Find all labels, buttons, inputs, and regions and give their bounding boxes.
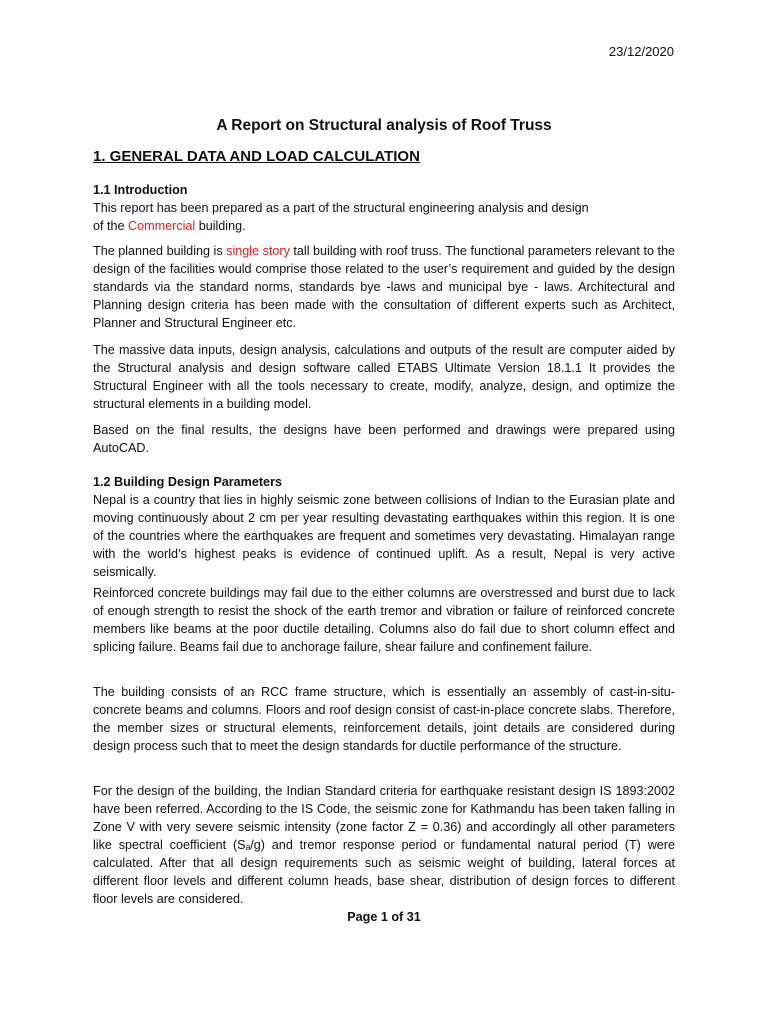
indian-standard-text: For the design of the building, the Indian Standard criteria for earthquake resistant design IS 1893:2002 have been referred. According to the IS Code, the seismic zone for Kathmandu has been taken falling in Zone V with very severe seismic intensity (zone factor Z = 0.36) and accordingly all other parameters like spectral coefficient (Sₐ/g) and tremor response period or fundamental natural period (T) were calculated. After that all design requirements such as seismic weight of building, lateral forces at different floor levels and different column heads, base shear, distribution of design forces to different floor levels are considered. [93,784,675,906]
final-results-text: Based on the final results, the designs have been performed and drawings were prepared using AutoCAD. [93,423,675,455]
section-heading-general-data: 1. GENERAL DATA AND LOAD CALCULATION [93,148,420,165]
paragraph-planned-building [93,242,675,332]
design-parameters-section [93,473,675,581]
page-number: Page 1 of 31 [347,910,421,924]
reinforced-concrete-text: Reinforced concrete buildings may fail due to the either columns are overstressed and burst due to lack of enough strength to resist the shock of the earth tremor and vibration or failure of reinforced concrete members like beams at the poor ductile detailing. Columns also do fail due to short column effect and splicing failure. Beams fail due to anchorage failure, shear failure and confinement failure. [93,586,675,654]
story-highlight: single story [226,244,290,258]
introduction-line-1: This report has been prepared as a part of the structural engineering analysis and design [93,201,589,215]
report-date: 23/12/2020 [608,44,674,59]
paragraph-reinforced-concrete [93,584,675,656]
design-parameters-heading: 1.2 Building Design Parameters [93,475,282,489]
analysis-software-text: The massive data inputs, design analysis, calculations and outputs of the result are computer aided by the Structural analysis and design software called ETABS Ultimate Version 18.1.1 It provides the Structural Engineer with all the tools necessary to create, modify, analyze, design, and optimize the structural elements in a building model. [93,343,675,411]
rcc-frame-text: The building consists of an RCC frame structure, which is essentially an assembly of cast-in-situ-concrete beams and columns. Floors and roof design consist of cast-in-place concrete slabs. Therefore, the member sizes or structural elements, reinforcement details, joint details are considered during design process such that to meet the design standards for ductile performance of the structure. [93,685,675,753]
introduction-section [93,181,675,235]
introduction-line-2-after: building. [195,219,246,233]
report-title: A Report on Structural analysis of Roof Truss [216,117,552,134]
paragraph-rcc-frame [93,683,675,755]
introduction-text [93,199,675,235]
introduction-heading: 1.1 Introduction [93,183,188,197]
planned-text-after: tall building with roof truss. The functional parameters relevant to the design of the facilities would comprise those related to the user’s requirement and guided by the design standards via the standard norms, standards bye -laws and municipal bye - laws. Architectural and Planning design criteria has been made with the consultation of different experts such as Architect, Planner and Structural Engineer etc. [93,244,676,330]
nepal-seismic-text: Nepal is a country that lies in highly seismic zone between collisions of Indian to the Eurasian plate and moving continuously about 2 cm per year resulting devastating earthquakes within this region. It is one of the countries where the earthquakes are frequent and sometimes very devastating. Himalayan range with the world’s highest peaks is evidence of continued uplift. As a result, Nepal is very active seismically. [93,493,675,579]
planned-text-before: The planned building is [93,244,227,258]
introduction-line-2-before: of the [93,219,129,233]
paragraph-indian-standard [93,782,675,908]
paragraph-analysis-software [93,341,675,413]
paragraph-final-results [93,421,675,457]
building-type-highlight: Commercial [128,219,196,233]
